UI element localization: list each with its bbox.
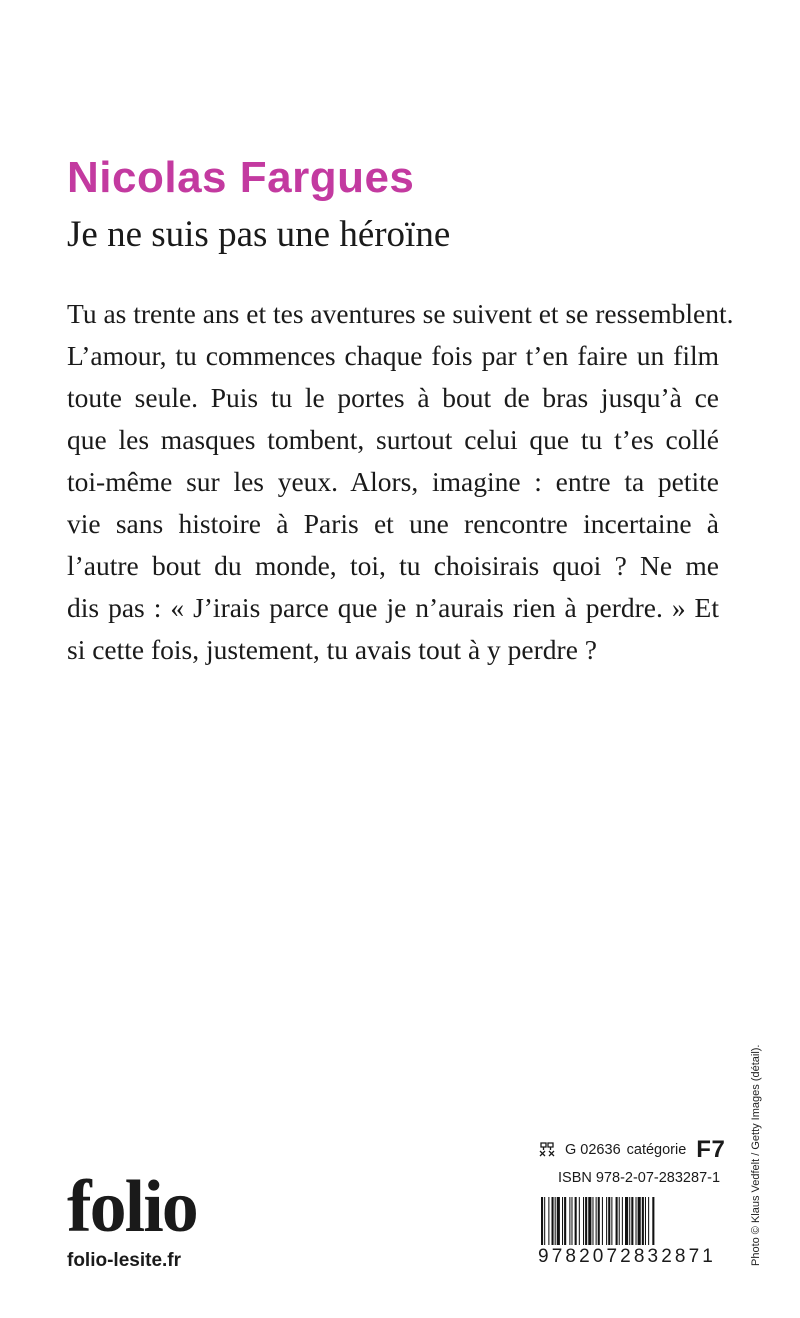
barcode [541,1197,713,1245]
barcode-bar [631,1197,633,1245]
barcode-digit: 2 [661,1246,672,1267]
barcode-digit: 8 [674,1246,686,1267]
blurb-line: L’amour, tu commences chaque fois par t’en faire un film [67,340,719,371]
barcode-digit: 9 [538,1246,549,1267]
barcode-bar [611,1197,612,1245]
barcode-bar [544,1197,545,1245]
barcode-bar [638,1197,641,1245]
blurb-line: vie sans histoire à Paris et une rencontre incertaine à [67,508,719,539]
category-code: F7 [696,1136,726,1163]
barcode-digit: 7 [606,1246,618,1267]
barcode-bar [555,1197,556,1245]
barcode-bar [619,1197,620,1245]
barcode-bar [648,1197,649,1245]
blurb-line: que les masques tombent, surtout celui que tu t’es collé [67,424,719,455]
barcode-bar [636,1197,637,1245]
barcode-digit: 0 [592,1246,604,1267]
barcode-bar [579,1197,580,1245]
barcode-bar [642,1197,644,1245]
category-label: catégorie [626,1142,687,1158]
barcode-bar [606,1197,607,1245]
publisher-website: folio-lesite.fr [67,1250,182,1271]
barcode-bar [629,1197,630,1245]
barcode-bar [585,1197,587,1245]
book-title: Je ne suis pas une héroïne [67,214,451,255]
barcode-bar [575,1197,577,1245]
barcode-bar [583,1197,584,1245]
author-name: Nicolas Fargues [67,153,415,202]
barcode-bar [557,1197,560,1245]
barcode-bar [564,1197,566,1245]
blurb-line: l’autre bout du monde, toi, tu choisirais quoi ? Ne me [67,550,719,581]
photo-credit: Photo © Klaus Vedfelt / Getty Images (détail). [750,1044,762,1266]
barcode-digit: 8 [565,1246,576,1267]
barcode-digit: 8 [633,1246,645,1267]
barcode-bar [596,1197,597,1245]
blurb-line: toute seule. Puis tu le portes à bout de bras jusqu’à ce [67,382,719,413]
barcode-bar [645,1197,646,1245]
catalog-code: G 02636 [565,1142,621,1158]
barcode-bar [571,1197,572,1245]
blurb-line: Tu as trente ans et tes aventures se suivent et se ressemblent. [67,298,734,329]
barcode-digit: 2 [579,1246,590,1267]
barcode-bar [552,1197,554,1245]
barcode-bar [562,1197,563,1245]
blurb-line: dis pas : « J’irais parce que je n’aurais rien à perdre. » Et [67,592,719,623]
blurb-line: toi-même sur les yeux. Alors, imagine : entre ta petite [67,466,719,497]
barcode-digit: 1 [702,1246,713,1267]
barcode-digit: 2 [620,1246,631,1267]
barcode-bar [592,1197,593,1245]
barcode-bar [652,1197,654,1245]
barcode-bar [622,1197,623,1245]
gallimard-mark-icon [537,1140,557,1160]
barcode-bar [548,1197,549,1245]
catalog-row [537,1136,725,1164]
back-cover-blurb [67,293,734,671]
barcode-bar [588,1197,591,1245]
barcode-bar [602,1197,603,1245]
blurb-line: si cette fois, justement, tu avais tout à y perdre ? [67,634,597,665]
isbn: ISBN 978-2-07-283287-1 [558,1170,721,1186]
barcode-digit: 7 [551,1246,563,1267]
barcode-digit: 7 [688,1246,700,1267]
barcode-digit: 3 [647,1246,659,1267]
folio-logo: folio [67,1166,197,1248]
barcode-bar [625,1197,628,1245]
barcode-digits [538,1246,713,1268]
barcode-bar [616,1197,618,1245]
barcode-bar [541,1197,543,1245]
barcode-bar [569,1197,570,1245]
barcode-bar [608,1197,610,1245]
barcode-bar [598,1197,600,1245]
